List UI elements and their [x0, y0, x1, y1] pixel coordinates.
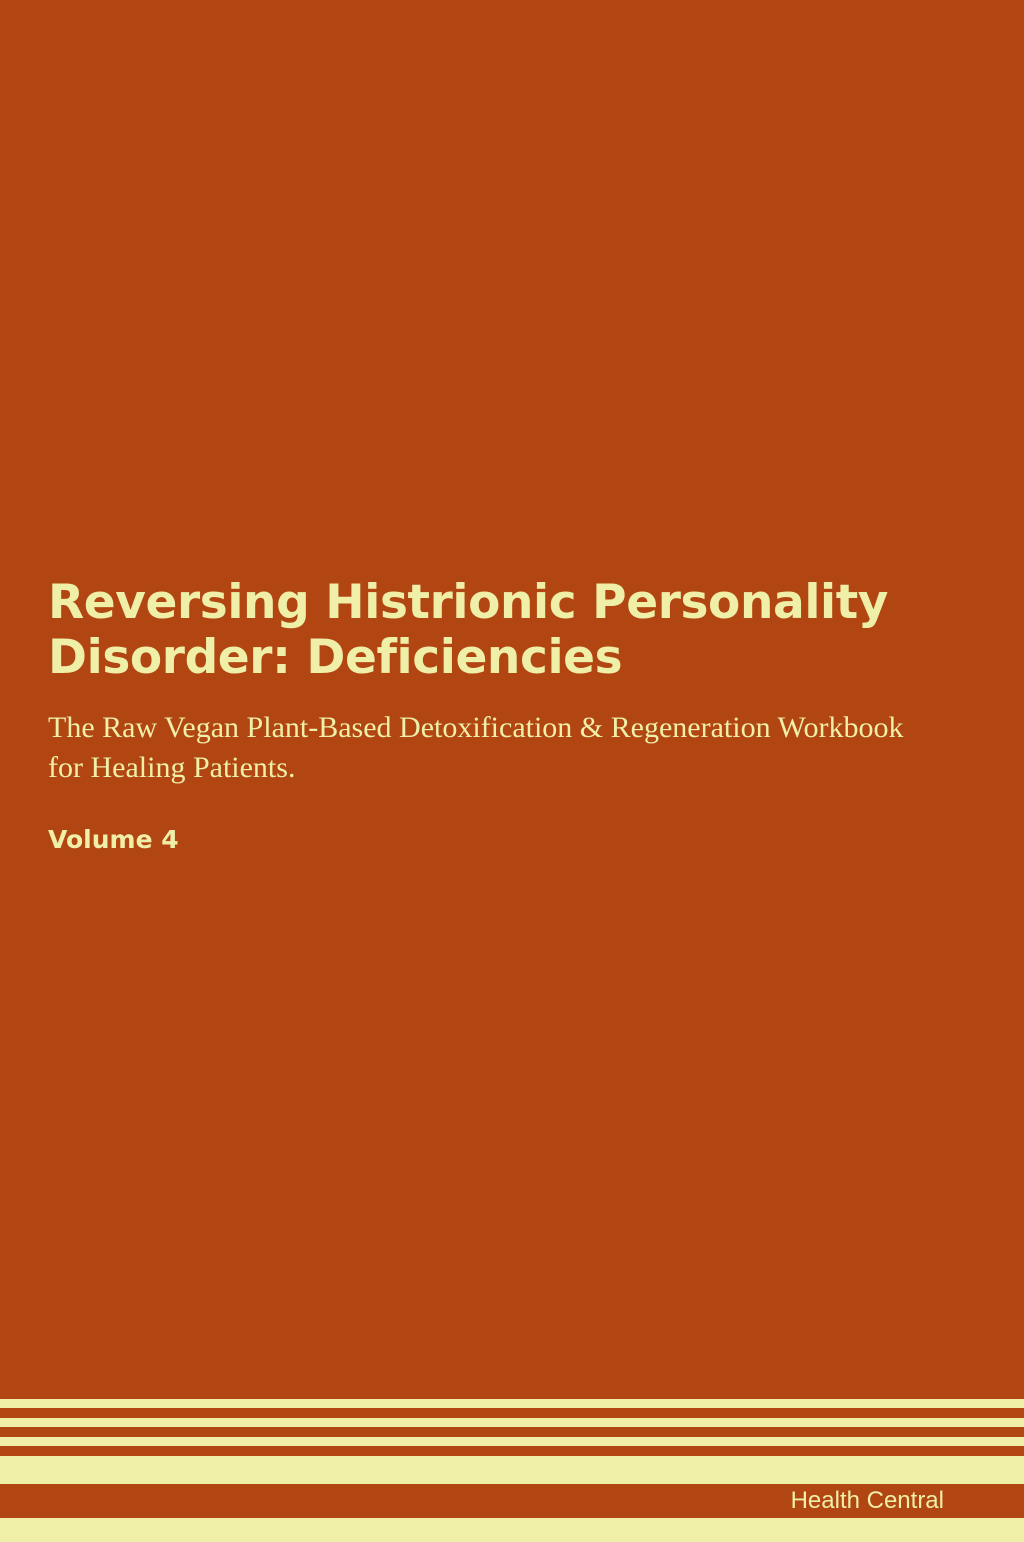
stripe-3 [0, 1437, 1024, 1446]
publisher-name: Health Central [790, 1487, 944, 1514]
stripe-2 [0, 1418, 1024, 1427]
page-title: Reversing Histrionic Personality Disorder: Deficiencies [48, 575, 889, 686]
decorative-stripes [0, 1399, 1024, 1542]
volume-label: Volume 4 [48, 825, 179, 855]
stripe-4 [0, 1456, 1024, 1484]
cover-text-block [48, 575, 933, 854]
cover-subtitle: The Raw Vegan Plant-Based Detoxification & Regeneration Workbook for Healing Patients. [48, 710, 904, 784]
stripe-5 [0, 1518, 1024, 1542]
stripe-1 [0, 1399, 1024, 1408]
